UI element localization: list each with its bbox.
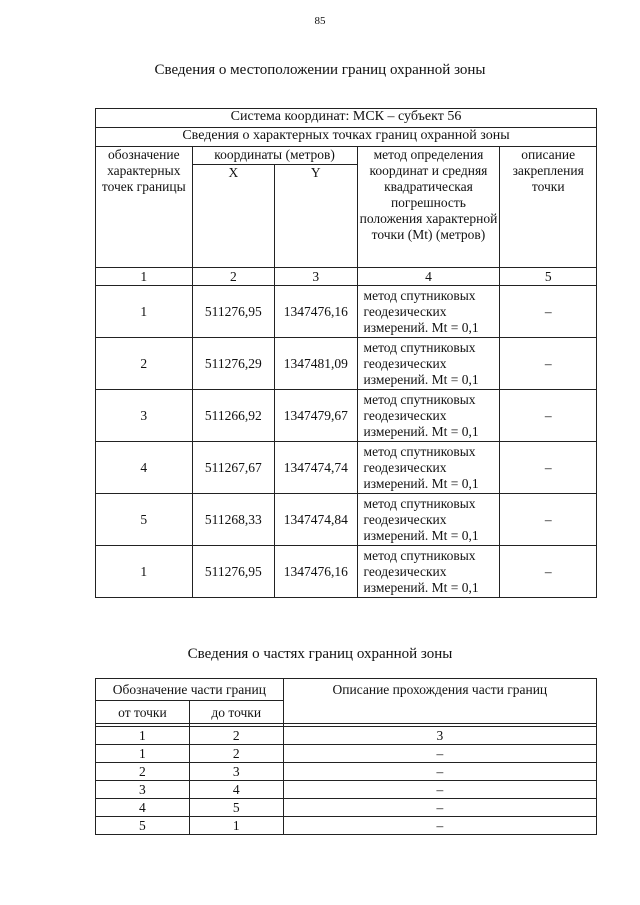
cell-point: 1 xyxy=(96,546,193,598)
col-number: 2 xyxy=(189,727,283,745)
cell-part-desc: – xyxy=(283,781,596,799)
table-row xyxy=(96,546,597,598)
cell-method: метод спутниковых геодезических измерений. Mt = 0,1 xyxy=(357,338,500,390)
cell-desc: – xyxy=(500,390,597,442)
col-number: 4 xyxy=(357,268,500,286)
col-number: 2 xyxy=(192,268,274,286)
table-row xyxy=(96,763,597,781)
table-row xyxy=(96,286,597,338)
table-row xyxy=(96,799,597,817)
table-row xyxy=(96,442,597,494)
cell-x: 511276,29 xyxy=(192,338,274,390)
cell-x: 511267,67 xyxy=(192,442,274,494)
col-header-part-desc: Описание прохождения части границ xyxy=(283,679,596,724)
cell-desc: – xyxy=(500,286,597,338)
cell-from: 1 xyxy=(96,745,190,763)
cell-method: метод спутниковых геодезических измерений. Mt = 0,1 xyxy=(357,442,500,494)
page-number: 85 xyxy=(314,15,326,27)
cell-part-desc: – xyxy=(283,745,596,763)
cell-y: 1347479,67 xyxy=(275,390,357,442)
cell-method: метод спутниковых геодезических измерений. Mt = 0,1 xyxy=(357,546,500,598)
section-title-parts: Сведения о частях границ охранной зоны xyxy=(187,646,453,662)
cell-to: 3 xyxy=(189,763,283,781)
col-number: 1 xyxy=(96,727,190,745)
cell-point: 1 xyxy=(96,286,193,338)
col-header-from: от точки xyxy=(96,701,190,724)
cell-desc: – xyxy=(500,494,597,546)
col-header-y: Y xyxy=(275,165,357,268)
col-header-x: X xyxy=(192,165,274,268)
boundary-points-table xyxy=(95,108,597,598)
cell-from: 2 xyxy=(96,763,190,781)
cell-to: 2 xyxy=(189,745,283,763)
cell-to: 4 xyxy=(189,781,283,799)
cell-desc: – xyxy=(500,338,597,390)
section-title-boundaries: Сведения о местоположении границ охранной зоны xyxy=(154,62,486,78)
col-header-method: метод определения координат и средняя квадратическая погрешность положения характерной точки (Mt) (метров) xyxy=(357,147,500,268)
cell-y: 1347474,74 xyxy=(275,442,357,494)
col-header-desc: описание закрепления точки xyxy=(500,147,597,268)
table-row xyxy=(96,390,597,442)
cell-x: 511276,95 xyxy=(192,286,274,338)
col-header-part: Обозначение части границ xyxy=(96,679,284,701)
col-header-to: до точки xyxy=(189,701,283,724)
cell-desc: – xyxy=(500,546,597,598)
cell-from: 5 xyxy=(96,817,190,835)
cell-point: 3 xyxy=(96,390,193,442)
cell-desc: – xyxy=(500,442,597,494)
col-number: 1 xyxy=(96,268,193,286)
cell-method: метод спутниковых геодезических измерений. Mt = 0,1 xyxy=(357,286,500,338)
cell-method: метод спутниковых геодезических измерений. Mt = 0,1 xyxy=(357,390,500,442)
points-subtitle-header: Сведения о характерных точках границ охранной зоны xyxy=(96,128,597,147)
table-row xyxy=(96,781,597,799)
cell-from: 3 xyxy=(96,781,190,799)
table-row xyxy=(96,338,597,390)
cell-point: 4 xyxy=(96,442,193,494)
cell-point: 2 xyxy=(96,338,193,390)
boundary-parts-table xyxy=(95,678,597,835)
table-row xyxy=(96,494,597,546)
cell-y: 1347474,84 xyxy=(275,494,357,546)
col-header-point: обозначение характерных точек границы xyxy=(96,147,193,268)
cell-y: 1347481,09 xyxy=(275,338,357,390)
cell-part-desc: – xyxy=(283,763,596,781)
table-row xyxy=(96,745,597,763)
cell-y: 1347476,16 xyxy=(275,546,357,598)
col-number: 3 xyxy=(275,268,357,286)
cell-x: 511266,92 xyxy=(192,390,274,442)
cell-to: 5 xyxy=(189,799,283,817)
cell-from: 4 xyxy=(96,799,190,817)
coord-system-header: Система координат: МСК – субъект 56 xyxy=(96,109,597,128)
column-number-row xyxy=(96,727,597,745)
col-number: 3 xyxy=(283,727,596,745)
cell-to: 1 xyxy=(189,817,283,835)
col-number: 5 xyxy=(500,268,597,286)
table-row xyxy=(96,817,597,835)
column-number-row xyxy=(96,268,597,286)
cell-method: метод спутниковых геодезических измерений. Mt = 0,1 xyxy=(357,494,500,546)
cell-part-desc: – xyxy=(283,817,596,835)
cell-y: 1347476,16 xyxy=(275,286,357,338)
cell-x: 511268,33 xyxy=(192,494,274,546)
cell-point: 5 xyxy=(96,494,193,546)
cell-part-desc: – xyxy=(283,799,596,817)
col-header-coords: координаты (метров) xyxy=(192,147,357,165)
cell-x: 511276,95 xyxy=(192,546,274,598)
